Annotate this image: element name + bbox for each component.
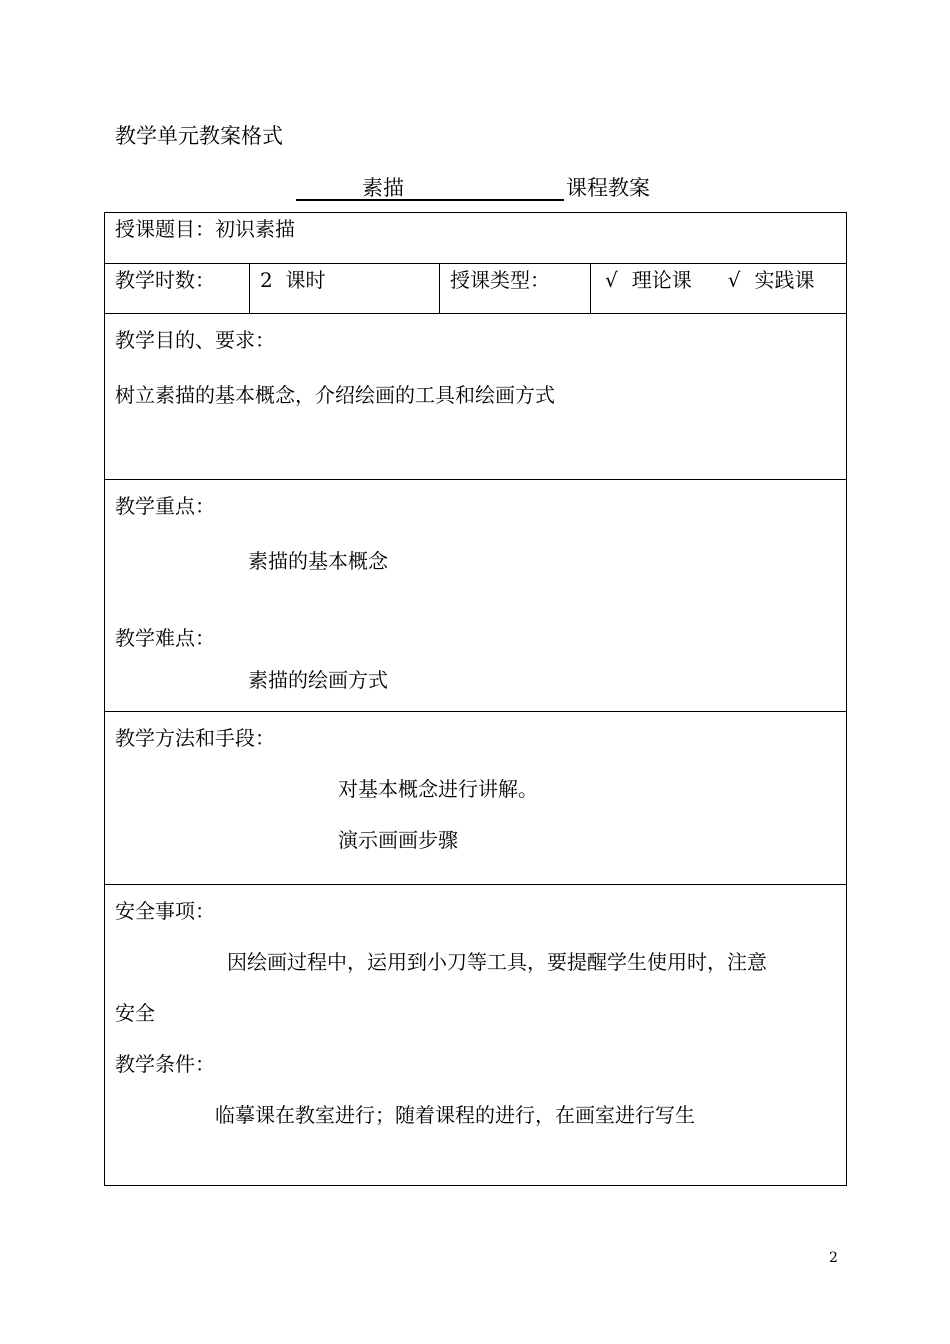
- course-name: 素描: [362, 176, 404, 200]
- document-heading: 教学单元教案格式: [115, 124, 283, 148]
- safety-text-line1: 因绘画过程中，运用到小刀等工具，要提醒学生使用时，注意: [227, 950, 767, 974]
- hours-label-cell: [105, 264, 250, 314]
- safety-row: [105, 885, 847, 1186]
- topic-text: 授课题目：初识素描: [115, 217, 295, 241]
- type-label: 授课类型：: [450, 268, 550, 292]
- goal-label: 教学目的、要求：: [115, 328, 275, 352]
- method-cell: [105, 712, 847, 885]
- key-points-cell: [105, 480, 847, 712]
- goal-cell: [105, 314, 847, 480]
- hours-row: [105, 264, 847, 314]
- topic-row: [105, 213, 847, 264]
- practice-check-mark: √: [727, 268, 741, 292]
- key-label: 教学重点：: [115, 494, 215, 518]
- goal-text: 树立素描的基本概念，介绍绘画的工具和绘画方式: [115, 383, 555, 407]
- goal-row: [105, 314, 847, 480]
- method-label: 教学方法和手段：: [115, 726, 275, 750]
- lesson-plan-table: [104, 212, 847, 1186]
- method-row: [105, 712, 847, 885]
- safety-cell: [105, 885, 847, 1186]
- type-value-cell: [591, 264, 847, 314]
- difficulty-label: 教学难点：: [115, 626, 215, 650]
- condition-text: 临摹课在教室进行；随着课程的进行，在画室进行写生: [215, 1103, 695, 1127]
- type-practice: 实践课: [754, 268, 815, 292]
- safety-text-line2: 安全: [115, 1001, 155, 1025]
- hours-value: 2 课时: [260, 268, 326, 292]
- key-points-row: [105, 480, 847, 712]
- condition-label: 教学条件：: [115, 1052, 215, 1076]
- method-item-1: 对基本概念进行讲解。: [338, 777, 538, 801]
- theory-check-mark: √: [605, 268, 618, 292]
- type-theory: 理论课: [631, 268, 692, 292]
- safety-label: 安全事项：: [115, 899, 215, 923]
- course-title-suffix: 课程教案: [566, 176, 650, 200]
- hours-label: 教学时数：: [115, 268, 215, 292]
- method-item-2: 演示画画步骤: [338, 828, 458, 852]
- difficulty-text: 素描的绘画方式: [248, 668, 388, 692]
- topic-cell: [105, 213, 847, 264]
- hours-value-cell: [250, 264, 440, 314]
- page-number: 2: [829, 1250, 838, 1266]
- type-label-cell: [440, 264, 591, 314]
- course-title-underline: [296, 172, 564, 201]
- key-text: 素描的基本概念: [248, 549, 388, 573]
